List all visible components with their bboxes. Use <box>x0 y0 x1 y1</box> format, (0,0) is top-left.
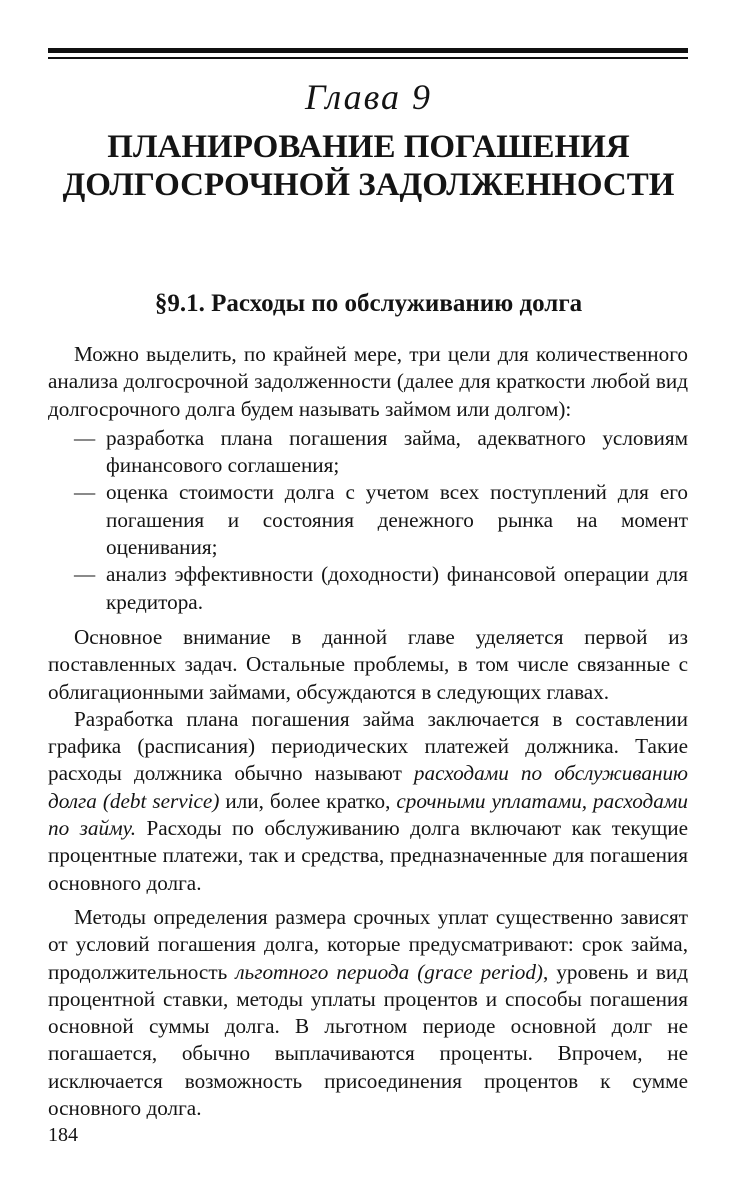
list-item <box>48 425 688 480</box>
list-item <box>48 479 688 561</box>
list-item-text: анализ эффективности (доходности) финансовой операции для кредитора. <box>106 562 688 614</box>
chapter-title-line-2: ДОЛГОСРОЧНОЙ ЗАДОЛЖЕННОСТИ <box>62 167 675 203</box>
list-dash: — <box>74 480 96 505</box>
chapter-title-line-1: ПЛАНИРОВАНИЕ ПОГАШЕНИЯ <box>107 129 630 165</box>
paragraph-methods <box>48 904 688 1122</box>
paragraph-main-focus: Основное внимание в данной главе уделяется первой из поставленных задач. Остальные проблемы, в том числе связанные с облигационными займами, обсуждаются в следующих главах. <box>48 624 688 704</box>
paragraph-debt-service <box>48 706 688 897</box>
list-dash: — <box>74 425 96 450</box>
header-rule-thick <box>48 48 688 53</box>
list-dash: — <box>74 562 96 587</box>
chapter-label: Глава 9 <box>304 77 433 117</box>
section-title: §9.1. Расходы по обслуживанию долга <box>154 290 583 317</box>
term-grace-period: льготного периода (grace period) <box>235 959 543 984</box>
list-item-text: оценка стоимости долга с учетом всех поступлений для его погашения и состояния денежного рынка на момент оценивания; <box>106 480 688 560</box>
list-item <box>48 561 688 616</box>
text-run: Расходы по обслуживанию долга включают как текущие процентные платежи, так и средства, предназначенные для погашения основного долга. <box>48 816 689 895</box>
chapter-title <box>0 128 737 204</box>
intro-paragraph: Можно выделить, по крайней мере, три цели для количественного анализа долгосрочной задолженности (далее для краткости любой вид долгосрочного долга будем называть займом или долгом): <box>48 342 688 421</box>
term-debt-service: расходами по обслуживанию долга (debt service) <box>48 761 688 813</box>
text-run: , уровень и вид процентной ставки, методы уплаты процентов и способы погашения основной суммы долга. В льготном периоде основной долг не погашается, обычно выплачиваются проценты. Впрочем, не исключается возможность присоединения процентов к сумме основного долга. <box>48 959 688 1121</box>
text-run: Методы определения размера срочных уплат существенно зависят от условий погашения долга, которые предусматривают: срок займа, продолжительность <box>48 904 688 984</box>
text-run: Разработка плана погашения займа заключается в составлении графика (расписания) периодических платежей должника. Такие расходы должника обычно называют <box>48 706 688 786</box>
body-text <box>48 341 688 1122</box>
page-number: 184 <box>48 1124 78 1146</box>
text-run: или, более кратко, <box>219 788 397 813</box>
term-installments: срочными уплатами, расходами по займу. <box>48 788 688 841</box>
list-item-text: разработка плана погашения займа, адекватного условиям финансового соглашения; <box>106 425 688 478</box>
header-rule-thin <box>48 57 688 59</box>
goals-list <box>48 425 688 616</box>
